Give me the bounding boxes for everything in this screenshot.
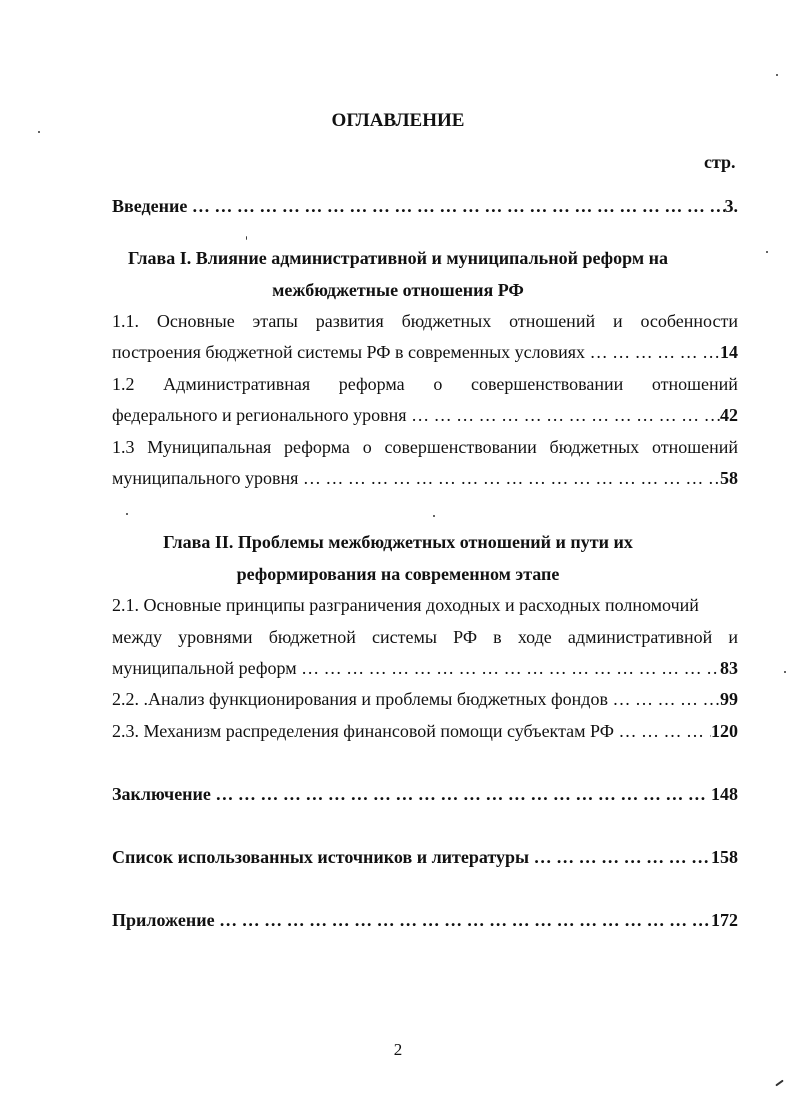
entry-label: 2.3. Механизм распределения финансовой помощи субъектам РФ [112, 721, 614, 741]
toc-entry-appendix [112, 910, 738, 931]
toc-entry-1-1 [112, 342, 738, 363]
leader-dots [407, 405, 720, 426]
scan-speck [766, 251, 768, 253]
entry-page: 120 [711, 721, 738, 741]
leader-dots [211, 784, 711, 805]
entry-page: 148 [711, 784, 738, 804]
entry-label: федерального и регионального уровня [112, 405, 407, 425]
section-1-2-line-1 [112, 374, 738, 395]
scan-speck [784, 671, 786, 673]
leader-dots [215, 910, 711, 931]
toc-entry-2-2 [112, 689, 738, 710]
entry-label: Заключение [112, 784, 211, 804]
toc-entry-2-1 [112, 658, 738, 679]
scan-speck [776, 74, 778, 76]
page-column-label: стр. [704, 152, 736, 172]
leader-dots [608, 689, 720, 710]
word: о [433, 374, 443, 394]
toc-entry-1-2 [112, 405, 738, 426]
leader-dots [614, 721, 711, 742]
chapter-2-heading-line-2: реформирования на современном этапе [236, 564, 560, 584]
section-2-1-line-2: между уровнями бюджетной системы РФ в ходе административной и [112, 627, 738, 647]
chapter-1-heading-line-1: Глава I. Влияние административной и муниципальной реформ на [128, 248, 668, 268]
word: отношений [651, 374, 738, 394]
toc-entry-1-3 [112, 468, 738, 489]
section-1-3-line-1: 1.3 Муниципальная реформа о совершенствовании бюджетных отношений [112, 437, 738, 457]
entry-label: Приложение [112, 910, 215, 930]
chapter-2-heading-line-1: Глава II. Проблемы межбюджетных отношений и пути их [163, 532, 633, 552]
entry-label: построения бюджетной системы РФ в современных условиях [112, 342, 586, 362]
scan-speck [246, 236, 247, 240]
scan-speck [433, 515, 435, 517]
entry-page: 83 [720, 658, 738, 678]
leader-dots [187, 196, 724, 217]
entry-label: Введение [112, 196, 188, 216]
toc-title: ОГЛАВЛЕНИЕ [331, 110, 465, 131]
entry-label: 2.2. .Анализ функционирования и проблемы бюджетных фондов [112, 689, 608, 709]
scan-speck [38, 131, 40, 133]
entry-page: 172 [711, 910, 738, 930]
section-1-1-line-1: 1.1. Основные этапы развития бюджетных отношений и особенности [112, 311, 738, 331]
leader-dots [585, 342, 720, 363]
page-number: 2 [393, 1040, 403, 1059]
leader-dots [529, 847, 711, 868]
leader-dots [297, 658, 720, 679]
entry-page: 42 [720, 405, 738, 425]
entry-label: муниципального уровня [112, 468, 299, 488]
scan-speck [126, 513, 128, 515]
toc-entry-introduction [112, 196, 738, 217]
toc-entry-references [112, 847, 738, 868]
word: реформа [338, 374, 405, 394]
word: 1.2 [112, 374, 135, 394]
word: совершенствовании [471, 374, 624, 394]
entry-page: 14 [720, 342, 738, 362]
entry-page: 99 [720, 689, 738, 709]
entry-page: 58 [720, 468, 738, 488]
section-2-1-line-1: 2.1. Основные принципы разграничения доходных и расходных полномочий [112, 595, 699, 615]
entry-label: Список использованных источников и литературы [112, 847, 530, 867]
toc-entry-2-3 [112, 721, 738, 742]
word: Административная [163, 374, 311, 394]
toc-entry-conclusion [112, 784, 738, 805]
entry-page: 3. [724, 196, 738, 216]
leader-dots [298, 468, 720, 489]
chapter-1-heading-line-2: межбюджетные отношения РФ [272, 280, 524, 300]
entry-label: муниципальной реформ [112, 658, 297, 678]
scan-speck [775, 1080, 784, 1087]
entry-page: 158 [711, 847, 738, 867]
